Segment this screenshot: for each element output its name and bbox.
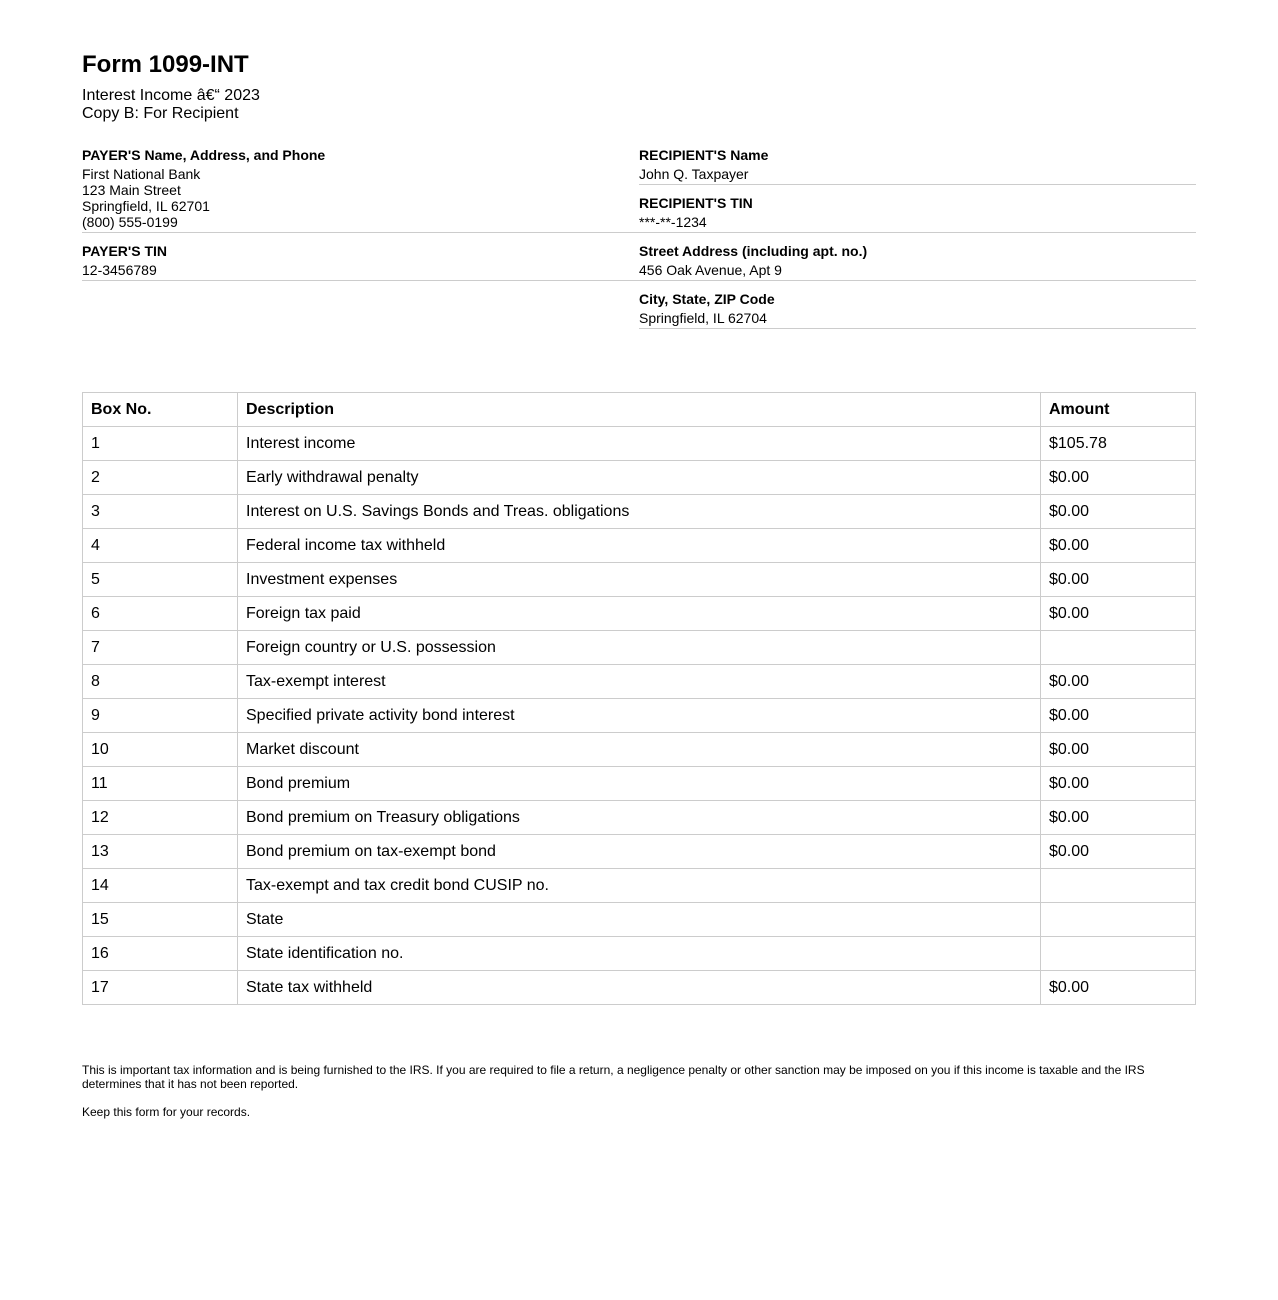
keep-records-text: Keep this form for your records. xyxy=(82,1105,251,1119)
table-row xyxy=(83,461,1196,495)
amount-cell: $0.00 xyxy=(1041,563,1196,597)
amount-cell xyxy=(1041,631,1196,665)
table-row xyxy=(83,767,1196,801)
amount-cell: $0.00 xyxy=(1041,529,1196,563)
table-row xyxy=(83,597,1196,631)
description-cell: Early withdrawal penalty xyxy=(238,461,1041,495)
tax-year-line: Interest Income â€“ 2023 xyxy=(82,87,260,104)
description-cell: State identification no. xyxy=(238,937,1041,971)
recipient-section xyxy=(639,147,1196,339)
column-header-box: Box No. xyxy=(83,393,238,427)
payer-name-label: PAYER'S Name, Address, and Phone xyxy=(82,147,326,163)
table-row xyxy=(83,937,1196,971)
description-cell: Bond premium on Treasury obligations xyxy=(238,801,1041,835)
amount-cell: $105.78 xyxy=(1041,427,1196,461)
table-row xyxy=(83,665,1196,699)
box-number-cell: 7 xyxy=(83,631,238,665)
table-row xyxy=(83,427,1196,461)
amount-cell: $0.00 xyxy=(1041,971,1196,1005)
irs-notice-text: This is important tax information and is being furnished to the IRS. If you are required to file a return, a negligence penalty or other sanction may be imposed on you if this income is taxable and the IRS determines that it has not been reported. xyxy=(82,1063,1145,1091)
payer-tin: 12-3456789 xyxy=(82,262,157,278)
table-row xyxy=(83,495,1196,529)
recipient-city-label: City, State, ZIP Code xyxy=(639,291,775,307)
box-number-cell: 10 xyxy=(83,733,238,767)
payer-name: First National Bank xyxy=(82,166,201,182)
table-row xyxy=(83,903,1196,937)
payer-phone: (800) 555-0199 xyxy=(82,214,178,230)
payer-tin-field xyxy=(82,243,640,281)
recipient-street-field xyxy=(639,243,1196,281)
footer-notice xyxy=(82,1063,1172,1133)
description-cell: Interest income xyxy=(238,427,1041,461)
amount-cell: $0.00 xyxy=(1041,835,1196,869)
box-number-cell: 4 xyxy=(83,529,238,563)
amount-cell: $0.00 xyxy=(1041,699,1196,733)
payer-section xyxy=(82,147,640,291)
payer-city-state-zip: Springfield, IL 62701 xyxy=(82,198,210,214)
recipient-street-label: Street Address (including apt. no.) xyxy=(639,243,868,259)
box-number-cell: 2 xyxy=(83,461,238,495)
description-cell: Federal income tax withheld xyxy=(238,529,1041,563)
description-cell: Interest on U.S. Savings Bonds and Treas. obligations xyxy=(238,495,1041,529)
copy-line: Copy B: For Recipient xyxy=(82,105,239,122)
amount-cell xyxy=(1041,869,1196,903)
box-number-cell: 17 xyxy=(83,971,238,1005)
amount-cell: $0.00 xyxy=(1041,461,1196,495)
table-row xyxy=(83,699,1196,733)
form-subtitle xyxy=(82,87,260,123)
recipient-name-label: RECIPIENT'S Name xyxy=(639,147,769,163)
payer-tin-label: PAYER'S TIN xyxy=(82,243,168,259)
amount-cell: $0.00 xyxy=(1041,495,1196,529)
box-number-cell: 14 xyxy=(83,869,238,903)
recipient-tin-label: RECIPIENT'S TIN xyxy=(639,195,753,211)
box-number-cell: 15 xyxy=(83,903,238,937)
amount-cell: $0.00 xyxy=(1041,733,1196,767)
box-number-cell: 8 xyxy=(83,665,238,699)
description-cell: Bond premium xyxy=(238,767,1041,801)
table-row xyxy=(83,563,1196,597)
box-number-cell: 1 xyxy=(83,427,238,461)
box-number-cell: 6 xyxy=(83,597,238,631)
description-cell: Investment expenses xyxy=(238,563,1041,597)
table-row xyxy=(83,733,1196,767)
amount-cell xyxy=(1041,903,1196,937)
description-cell: Foreign tax paid xyxy=(238,597,1041,631)
amount-cell: $0.00 xyxy=(1041,665,1196,699)
description-cell: Market discount xyxy=(238,733,1041,767)
recipient-city: Springfield, IL 62704 xyxy=(639,310,767,326)
payer-name-address-field xyxy=(82,147,640,233)
recipient-tin-field xyxy=(639,195,1196,233)
box-number-cell: 11 xyxy=(83,767,238,801)
recipient-city-field xyxy=(639,291,1196,329)
table-row xyxy=(83,631,1196,665)
amount-cell: $0.00 xyxy=(1041,767,1196,801)
box-number-cell: 9 xyxy=(83,699,238,733)
recipient-name: John Q. Taxpayer xyxy=(639,166,749,182)
recipient-name-field xyxy=(639,147,1196,185)
amount-cell: $0.00 xyxy=(1041,801,1196,835)
column-header-amount: Amount xyxy=(1041,393,1196,427)
page-title: Form 1099-INT xyxy=(82,51,249,78)
amount-cell xyxy=(1041,937,1196,971)
description-cell: Bond premium on tax-exempt bond xyxy=(238,835,1041,869)
table-row xyxy=(83,971,1196,1005)
table-header-row xyxy=(83,393,1196,427)
column-header-description: Description xyxy=(238,393,1041,427)
description-cell: Tax-exempt and tax credit bond CUSIP no. xyxy=(238,869,1041,903)
description-cell: State tax withheld xyxy=(238,971,1041,1005)
payer-street: 123 Main Street xyxy=(82,182,181,198)
description-cell: State xyxy=(238,903,1041,937)
table-row xyxy=(83,529,1196,563)
boxes-table xyxy=(82,392,1196,1005)
description-cell: Foreign country or U.S. possession xyxy=(238,631,1041,665)
box-number-cell: 12 xyxy=(83,801,238,835)
table-row xyxy=(83,801,1196,835)
recipient-tin: ***-**-1234 xyxy=(639,214,707,230)
description-cell: Specified private activity bond interest xyxy=(238,699,1041,733)
box-number-cell: 5 xyxy=(83,563,238,597)
table-row xyxy=(83,869,1196,903)
table-row xyxy=(83,835,1196,869)
box-number-cell: 16 xyxy=(83,937,238,971)
recipient-street: 456 Oak Avenue, Apt 9 xyxy=(639,262,782,278)
description-cell: Tax-exempt interest xyxy=(238,665,1041,699)
box-number-cell: 3 xyxy=(83,495,238,529)
box-number-cell: 13 xyxy=(83,835,238,869)
amount-cell: $0.00 xyxy=(1041,597,1196,631)
